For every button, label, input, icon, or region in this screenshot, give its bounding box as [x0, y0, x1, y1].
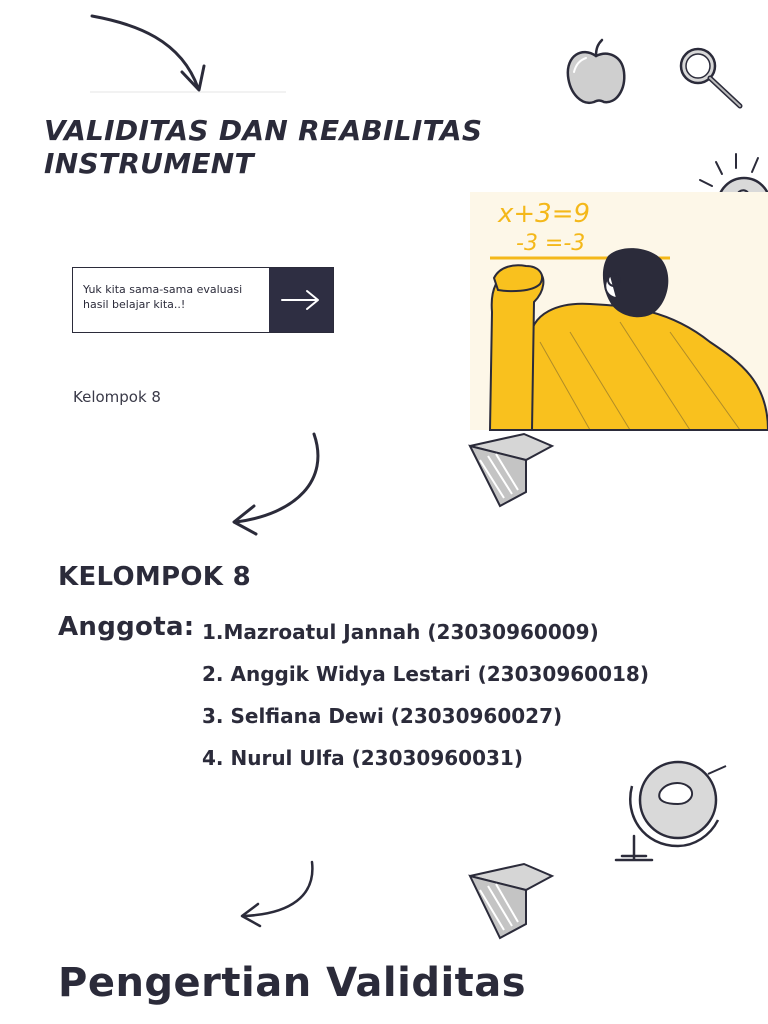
equation-line-2: -3 =-3 — [516, 231, 586, 256]
page-title: VALIDITAS DAN REABILITAS INSTRUMENT — [44, 114, 483, 180]
teacher-illustration — [470, 192, 768, 430]
globe-icon — [604, 756, 728, 864]
magnifier-icon — [676, 44, 748, 116]
equation-line-1: x+3=9 — [498, 199, 591, 229]
curved-arrow-icon — [86, 10, 216, 100]
group-heading: KELOMPOK 8 — [58, 562, 251, 592]
laptop-icon — [466, 862, 556, 944]
laptop-icon — [466, 432, 556, 512]
group-label: Kelompok 8 — [73, 388, 161, 406]
member-item: 2. Anggik Widya Lestari (23030960018) — [202, 662, 649, 686]
curved-arrow-icon — [236, 860, 326, 930]
members-label: Anggota: — [58, 612, 195, 642]
right-arrow-icon — [279, 288, 323, 312]
member-item: 4. Nurul Ulfa (23030960031) — [202, 746, 523, 770]
member-item: 3. Selfiana Dewi (23030960027) — [202, 704, 563, 728]
member-item: 1.Mazroatul Jannah (23030960009) — [202, 620, 599, 644]
cta-arrow-button[interactable] — [269, 268, 333, 332]
cta-text: Yuk kita sama-sama evaluasi hasil belajar kita..! — [83, 283, 243, 311]
section-title: Pengertian Validitas — [58, 960, 527, 1006]
cta-box[interactable] — [72, 267, 334, 333]
curved-arrow-icon — [226, 430, 336, 540]
apple-icon — [560, 38, 632, 110]
